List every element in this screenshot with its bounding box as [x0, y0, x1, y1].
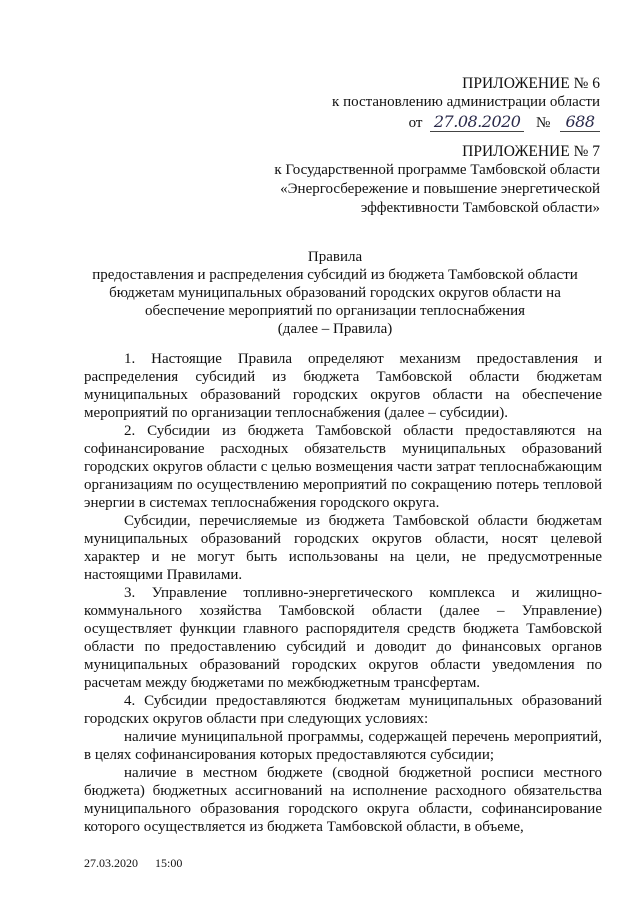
appendix-7-heading: ПРИЛОЖЕНИЕ № 7	[462, 143, 600, 160]
appendix-7-line2: «Энергосбережение и повышение энергетической	[280, 181, 600, 197]
appendix-6-heading: ПРИЛОЖЕНИЕ № 6	[462, 75, 600, 92]
appendix-6-line1: к постановлению администрации области	[332, 94, 600, 110]
title-line2: предоставления и распределения субсидий из бюджета Тамбовской области	[92, 267, 578, 283]
title-line4: обеспечение мероприятий по организации теплоснабжения	[144, 303, 526, 319]
paragraph: наличие в местном бюджете (сводной бюджетной росписи местного бюджета) бюджетных ассигнований на исполнение расходного обязательства муниципального образования городского округа области, софинансирование которого осуществляется из бюджета Тамбовской области, в объеме,	[84, 765, 602, 835]
title-line5: (далее – Правила)	[277, 321, 393, 337]
appendix-7-line3: эффективности Тамбовской области»	[360, 200, 600, 216]
appendix-7-block	[274, 142, 600, 218]
paragraph: 4. Субсидии предоставляются бюджетам муниципальных образований городских округов области при следующих условиях:	[84, 693, 602, 727]
appendix-6-date-number-line	[332, 112, 600, 133]
document-body	[84, 350, 602, 836]
footer-time: 15:00	[155, 856, 183, 870]
appendix-6-block	[332, 74, 600, 133]
paragraph: 2. Субсидии из бюджета Тамбовской области предоставляются на софинансирование расходных обязательств муниципальных образований городских округов области с целью возмещения части затрат теплоснабжающим организациям по осуществлению мероприятий по сокращению потерь тепловой энергии в системах теплоснабжения городского округа.	[84, 423, 602, 511]
paragraph: 1. Настоящие Правила определяют механизм предоставления и распределения субсидий из бюджета Тамбовской области бюджетам муниципальных образований городских округов области на обеспечение мероприятий по организации теплоснабжения (далее – субсидии).	[84, 351, 602, 421]
title-line3: бюджетам муниципальных образований городских округов области на	[109, 285, 561, 301]
footer-timestamp	[84, 856, 182, 871]
document-title	[70, 248, 600, 338]
paragraph: наличие муниципальной программы, содержащей перечень мероприятий, в целях софинансирования которых предоставляются субсидии;	[84, 729, 602, 763]
footer-date: 27.03.2020	[84, 856, 138, 870]
number-prefix: №	[535, 115, 551, 131]
handwritten-date: 27.08.2020	[430, 112, 524, 132]
paragraph: Субсидии, перечисляемые из бюджета Тамбовской области бюджетам муниципальных образований городских округов области, носят целевой характер и не могут быть использованы на цели, не предусмотренные настоящими Правилами.	[84, 513, 602, 583]
handwritten-number: 688	[560, 112, 600, 132]
appendix-7-line1: к Государственной программе Тамбовской области	[274, 162, 600, 178]
title-line1: Правила	[307, 249, 363, 265]
from-prefix: от	[408, 115, 423, 131]
paragraph: 3. Управление топливно-энергетического комплекса и жилищно-коммунального хозяйства Тамбовской области (далее – Управление) осуществляет функции главного распорядителя средств бюджета Тамбовской области по предоставлению субсидий и доводит до финансовых органов муниципальных образований городских округов области уведомления по расчетам между бюджетами по межбюджетным трансфертам.	[84, 585, 602, 691]
